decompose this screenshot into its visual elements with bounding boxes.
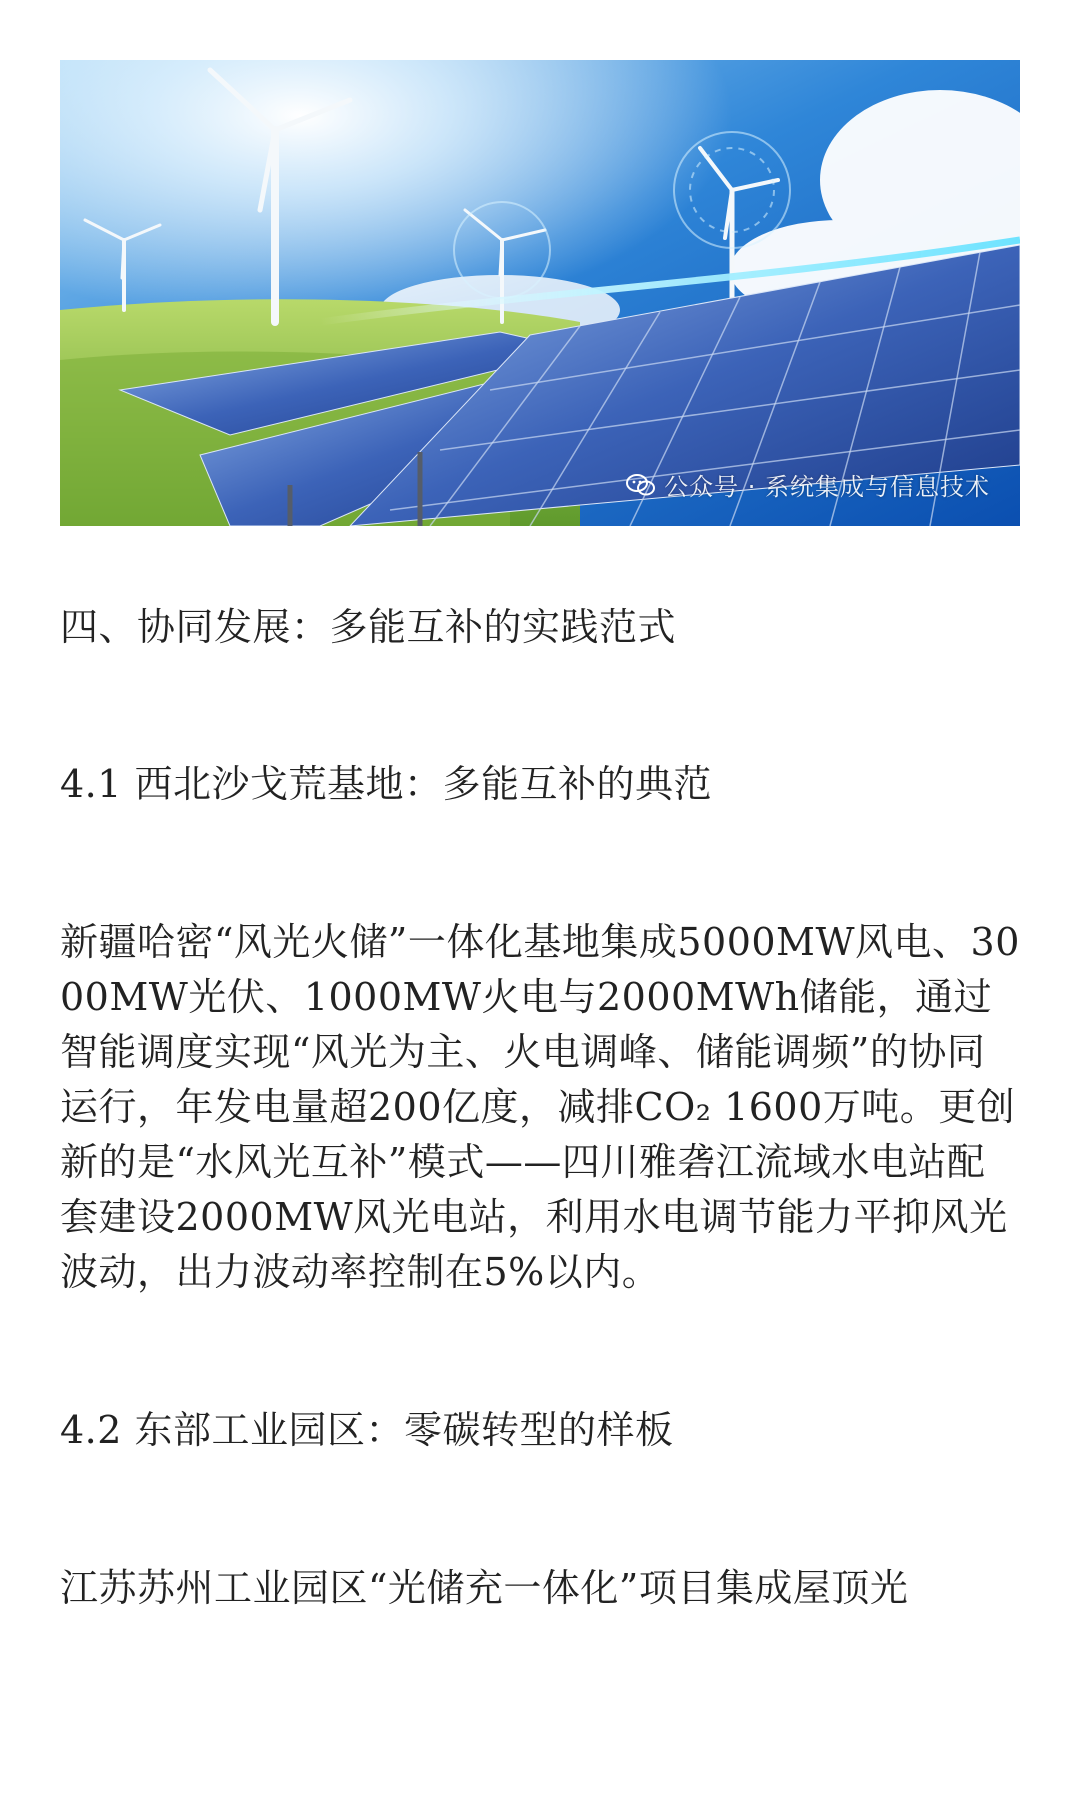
watermark xyxy=(626,467,990,502)
watermark-text: 公众号 · 系统集成与信息技术 xyxy=(664,473,990,501)
subsection-heading-4-1: 4.1 西北沙戈荒基地：多能互补的典范 xyxy=(60,762,713,806)
paragraph-4-2: 江苏苏州工业园区“光储充一体化”项目集成屋顶光 xyxy=(60,1566,909,1610)
wechat-icon xyxy=(626,473,656,497)
article-body xyxy=(60,600,1020,1616)
wind-solar-illustration xyxy=(60,60,1020,526)
paragraph-4-1: 新疆哈密“风光火储”一体化基地集成5000MW风电、3000MW光伏、1000MW火电与2000MWh储能，通过智能调度实现“风光为主、火电调峰、储能调频”的协同运行，年发电量超200亿度，减排CO₂ 1600万吨。更创新的是“水风光互补”模式——四川雅砻江流域水电站配套建设2000MW风光电站，利用水电调节能力平抑风光波动，出力波动率控制在5%以内。 xyxy=(60,920,1020,1294)
hero-image xyxy=(60,60,1020,526)
section-heading: 四、协同发展：多能互补的实践范式 xyxy=(60,605,677,649)
subsection-heading-4-2: 4.2 东部工业园区：零碳转型的样板 xyxy=(60,1408,674,1452)
